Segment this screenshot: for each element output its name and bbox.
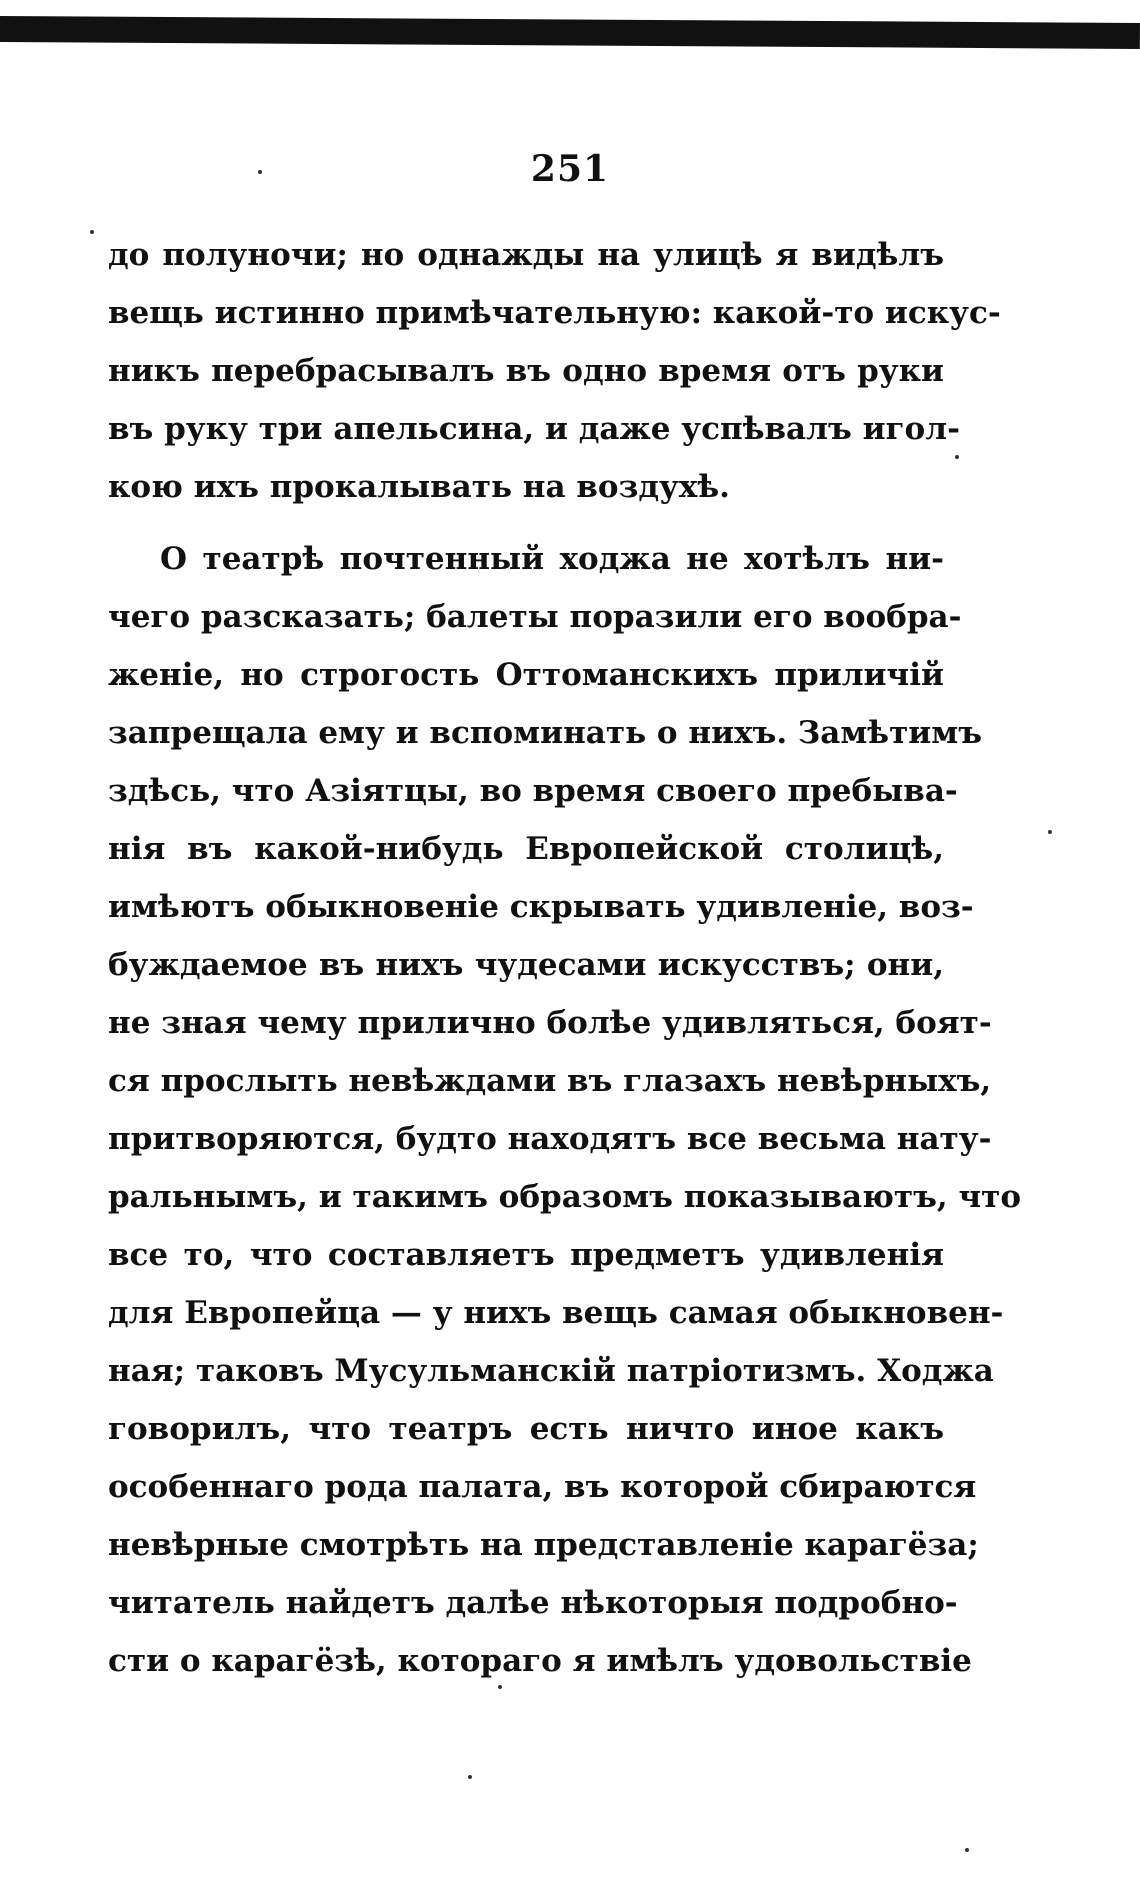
page-number: 251 xyxy=(530,148,610,190)
text-line: ся прослыть невѣждами въ глазахъ невѣрныхъ, xyxy=(108,1063,992,1099)
text-line: невѣрные смотрѣть на представленіе карагёза; xyxy=(108,1527,979,1563)
text-line: не зная чему прилично болѣе удивляться, боят- xyxy=(108,1005,992,1041)
text-line: женіе, но строгость Оттоманскихъ приличій xyxy=(108,657,944,693)
text-line: чего разсказать; балеты поразили его вообра- xyxy=(108,599,962,635)
text-line: запрещала ему и вспоминать о нихъ. Замѣтимъ xyxy=(108,715,982,751)
text-line: въ руку три апельсина, и даже успѣвалъ игол- xyxy=(108,411,960,447)
scan-speck xyxy=(955,455,959,459)
top-border-rule xyxy=(0,16,1140,49)
scan-speck xyxy=(90,230,94,234)
text-line: здѣсь, что Азіятцы, во время своего пребыва- xyxy=(108,773,958,809)
scan-speck xyxy=(498,1685,502,1689)
text-line: для Европейца — у нихъ вещь самая обыкновен- xyxy=(108,1295,1004,1331)
text-line: ная; таковъ Мусульманскій патріотизмъ. Ходжа xyxy=(108,1353,994,1389)
text-line: имѣютъ обыкновеніе скрывать удивленіе, воз- xyxy=(108,889,974,925)
text-line: буждаемое въ нихъ чудесами искусствъ; они, xyxy=(108,947,944,983)
text-line: вещь истинно примѣчательную: какой-то искус- xyxy=(108,295,1001,331)
scan-speck xyxy=(258,170,262,174)
body-text xyxy=(108,226,1022,1690)
text-line: говорилъ, что театръ есть ничто иное какъ xyxy=(108,1411,944,1447)
paragraph-1 xyxy=(108,226,1001,516)
scan-speck xyxy=(965,1848,969,1852)
text-line: притворяются, будто находятъ все весьма нату- xyxy=(108,1121,992,1157)
paragraph-2 xyxy=(108,530,1022,1690)
text-line: никъ перебрасывалъ въ одно время отъ руки xyxy=(108,353,944,389)
text-line: кою ихъ прокалывать на воздухѣ. xyxy=(108,469,730,505)
text-line: читатель найдетъ далѣе нѣкоторыя подробно- xyxy=(108,1585,958,1621)
text-line: до полуночи; но однажды на улицѣ я видѣлъ xyxy=(108,237,944,273)
paragraph-gap xyxy=(108,516,944,530)
text-line: все то, что составляетъ предметъ удивленія xyxy=(108,1237,944,1273)
scan-speck xyxy=(1048,830,1052,834)
text-line: ральнымъ, и такимъ образомъ показываютъ, что xyxy=(108,1179,1022,1215)
text-line: особеннаго рода палата, въ которой сбираются xyxy=(108,1469,977,1505)
text-line: О театрѣ почтенный ходжа не хотѣлъ ни- xyxy=(160,541,944,577)
text-line: нія въ какой-нибудь Европейской столицѣ, xyxy=(108,831,944,867)
text-line: сти о карагёзѣ, котораго я имѣлъ удовольствіе xyxy=(108,1643,972,1679)
scan-speck xyxy=(468,1775,472,1779)
